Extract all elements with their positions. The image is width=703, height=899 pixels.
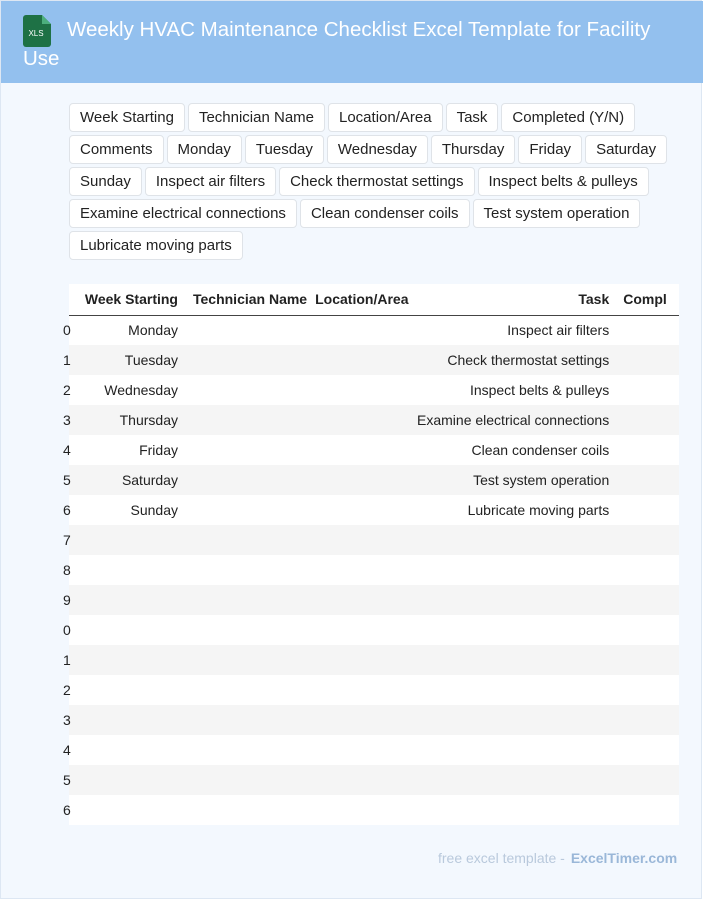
completed-cell xyxy=(616,315,679,345)
location-area-cell xyxy=(309,645,417,675)
table-row xyxy=(69,405,679,435)
table-row xyxy=(69,795,679,825)
task-cell xyxy=(417,735,616,765)
column-tag: Clean condenser coils xyxy=(300,199,470,228)
row-index: 6 xyxy=(63,502,71,518)
week-starting-cell xyxy=(77,795,185,825)
table-header-row xyxy=(69,284,679,315)
week-starting-cell xyxy=(77,645,185,675)
table-row xyxy=(69,615,679,645)
location-area-cell xyxy=(309,615,417,645)
table-row xyxy=(69,705,679,735)
completed-cell xyxy=(616,435,679,465)
task-cell xyxy=(417,555,616,585)
technician-name-cell xyxy=(185,705,309,735)
table-row xyxy=(69,495,679,525)
completed-cell xyxy=(616,375,679,405)
technician-name-cell xyxy=(185,495,309,525)
task-cell: Lubricate moving parts xyxy=(467,502,610,518)
column-tags xyxy=(69,103,669,260)
week-starting-cell: Wednesday xyxy=(104,382,178,398)
row-index: 7 xyxy=(63,532,71,548)
location-area-cell xyxy=(309,495,417,525)
page-title: Weekly HVAC Maintenance Checklist Excel Template for Facility Use xyxy=(23,18,651,70)
task-cell xyxy=(417,585,616,615)
table-row xyxy=(69,315,679,345)
week-starting-cell: Sunday xyxy=(130,502,178,518)
completed-cell xyxy=(616,735,679,765)
week-starting-cell xyxy=(77,525,185,555)
week-starting-cell xyxy=(77,765,185,795)
week-starting-cell xyxy=(77,585,185,615)
technician-name-cell xyxy=(185,765,309,795)
location-area-cell xyxy=(309,795,417,825)
completed-cell xyxy=(616,585,679,615)
task-cell: Clean condenser coils xyxy=(471,442,610,458)
technician-name-cell xyxy=(185,465,309,495)
table-row xyxy=(69,465,679,495)
completed-cell xyxy=(616,465,679,495)
location-area-cell xyxy=(309,765,417,795)
row-index: 1 xyxy=(63,352,71,368)
row-index: 3 xyxy=(63,712,71,728)
table-row xyxy=(69,645,679,675)
column-tag: Week Starting xyxy=(69,103,185,132)
technician-name-cell xyxy=(185,645,309,675)
task-cell: Inspect air filters xyxy=(507,322,610,339)
column-tag: Saturday xyxy=(585,135,667,164)
row-index: 8 xyxy=(63,562,71,578)
technician-name-cell xyxy=(185,525,309,555)
completed-cell xyxy=(616,495,679,525)
location-area-cell xyxy=(309,555,417,585)
column-tag: Location/Area xyxy=(328,103,443,132)
location-area-cell xyxy=(309,735,417,765)
column-tag: Monday xyxy=(167,135,242,164)
completed-cell xyxy=(616,345,679,375)
column-tag: Completed (Y/N) xyxy=(501,103,635,132)
task-cell xyxy=(417,525,616,555)
technician-name-cell xyxy=(185,795,309,825)
footer-brand-link[interactable]: ExcelTimer.com xyxy=(570,850,678,866)
completed-cell xyxy=(616,705,679,735)
row-index: 0 xyxy=(63,322,71,339)
location-area-cell xyxy=(309,315,417,345)
completed-cell xyxy=(616,555,679,585)
column-tag: Sunday xyxy=(69,167,142,196)
technician-name-cell xyxy=(185,405,309,435)
completed-cell xyxy=(616,675,679,705)
location-area-cell xyxy=(309,705,417,735)
spreadsheet-preview xyxy=(63,284,679,825)
technician-name-header: Technician Name xyxy=(185,284,309,315)
technician-name-cell xyxy=(185,375,309,405)
week-starting-cell xyxy=(77,675,185,705)
week-starting-cell: Thursday xyxy=(119,412,178,428)
index-header xyxy=(69,284,77,315)
table-row xyxy=(69,375,679,405)
location-area-cell xyxy=(309,465,417,495)
location-area-cell xyxy=(309,675,417,705)
column-tag: Test system operation xyxy=(473,199,641,228)
table-row xyxy=(69,345,679,375)
technician-name-cell xyxy=(185,735,309,765)
completed-cell xyxy=(616,525,679,555)
row-index: 6 xyxy=(63,802,71,818)
row-index: 2 xyxy=(63,382,71,398)
task-cell xyxy=(417,645,616,675)
technician-name-cell xyxy=(185,435,309,465)
task-cell: Examine electrical connections xyxy=(417,412,610,428)
checklist-table xyxy=(63,284,679,825)
location-area-cell xyxy=(309,525,417,555)
row-index: 1 xyxy=(63,652,71,668)
row-index: 4 xyxy=(63,742,71,758)
completed-cell xyxy=(616,405,679,435)
task-header: Task xyxy=(417,284,616,315)
technician-name-cell xyxy=(185,585,309,615)
column-tag: Task xyxy=(446,103,499,132)
completed-cell xyxy=(616,645,679,675)
svg-text:XLS: XLS xyxy=(28,29,44,38)
table-row xyxy=(69,585,679,615)
technician-name-cell xyxy=(185,675,309,705)
task-cell: Check thermostat settings xyxy=(447,352,610,368)
task-cell xyxy=(417,615,616,645)
task-cell xyxy=(417,795,616,825)
footer-credit xyxy=(438,850,677,866)
row-index: 5 xyxy=(63,472,71,488)
location-area-cell xyxy=(309,585,417,615)
technician-name-cell xyxy=(185,315,309,345)
week-starting-cell: Monday xyxy=(128,322,178,339)
column-tag: Thursday xyxy=(431,135,516,164)
column-tag: Wednesday xyxy=(327,135,428,164)
table-row xyxy=(69,435,679,465)
task-cell xyxy=(417,705,616,735)
week-starting-header: Week Starting xyxy=(77,284,185,315)
week-starting-cell xyxy=(77,555,185,585)
footer-text: free excel template - xyxy=(438,850,565,866)
week-starting-cell xyxy=(77,705,185,735)
column-tag: Check thermostat settings xyxy=(279,167,474,196)
completed-cell xyxy=(616,765,679,795)
table-row xyxy=(69,675,679,705)
location-area-cell xyxy=(309,435,417,465)
table-row xyxy=(69,765,679,795)
task-cell xyxy=(417,675,616,705)
row-index: 2 xyxy=(63,682,71,698)
completed-cell xyxy=(616,615,679,645)
technician-name-cell xyxy=(185,555,309,585)
column-tag: Friday xyxy=(518,135,582,164)
completed-cell xyxy=(616,795,679,825)
week-starting-cell: Friday xyxy=(139,442,178,458)
week-starting-cell: Saturday xyxy=(121,472,178,488)
week-starting-cell: Tuesday xyxy=(124,352,178,368)
column-tag: Tuesday xyxy=(245,135,324,164)
location-area-cell xyxy=(309,345,417,375)
table-row xyxy=(69,525,679,555)
table-row xyxy=(69,555,679,585)
week-starting-cell xyxy=(77,735,185,765)
column-tag: Comments xyxy=(69,135,164,164)
completed-header: Compl xyxy=(616,284,679,315)
location-area-header: Location/Area xyxy=(309,284,417,315)
task-cell xyxy=(417,765,616,795)
column-tag: Inspect air filters xyxy=(145,167,276,196)
row-index: 4 xyxy=(63,442,71,458)
technician-name-cell xyxy=(185,615,309,645)
column-tag: Lubricate moving parts xyxy=(69,231,243,260)
row-index: 0 xyxy=(63,622,71,638)
location-area-cell xyxy=(309,405,417,435)
location-area-cell xyxy=(309,375,417,405)
column-tag: Inspect belts & pulleys xyxy=(478,167,649,196)
row-index: 5 xyxy=(63,772,71,788)
header-banner xyxy=(1,1,703,83)
column-tag: Technician Name xyxy=(188,103,325,132)
technician-name-cell xyxy=(185,345,309,375)
row-index: 3 xyxy=(63,412,71,428)
row-index: 9 xyxy=(63,592,71,608)
task-cell: Test system operation xyxy=(473,472,610,488)
column-tag: Examine electrical connections xyxy=(69,199,297,228)
table-row xyxy=(69,735,679,765)
task-cell: Inspect belts & pulleys xyxy=(469,382,610,398)
week-starting-cell xyxy=(77,615,185,645)
